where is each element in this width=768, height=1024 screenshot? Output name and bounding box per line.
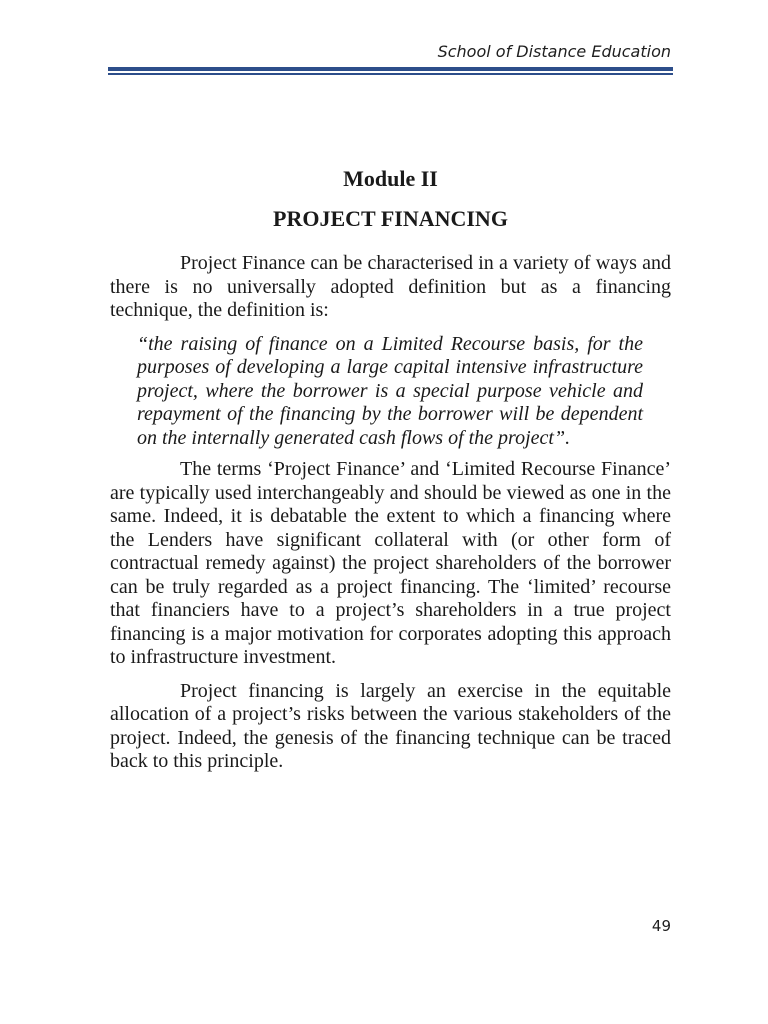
running-header: School of Distance Education (437, 42, 671, 61)
page-content (110, 164, 671, 784)
definition-quote: “the raising of finance on a Limited Recourse basis, for the purposes of developing a large capital intensive infrastructure project, where the borrower is a special purpose vehicle and repayment of the financing by the borrower will be dependent on the internally generated cash flows of the project”. (137, 332, 643, 449)
header-rule-thick (108, 67, 673, 71)
header-rule-thin (108, 73, 673, 75)
page-number: 49 (651, 917, 671, 935)
paragraph-2: The terms ‘Project Finance’ and ‘Limited Recourse Finance’ are typically used interchangeably and should be viewed as one in the same. Indeed, it is debatable the extent to which a financing where the Lenders have significant collateral with (or other form of contractual remedy against) the project shareholders of the borrower can be truly regarded as a project financing. The ‘limited’ recourse that financiers have to a project’s shareholders in a true project financing is a major motivation for corporates adopting this approach to infrastructure investment. (110, 458, 671, 668)
chapter-title: PROJECT FINANCING (273, 206, 508, 231)
paragraph-1: Project Finance can be characterised in a variety of ways and there is no universally adopted definition but as a financing technique, the definition is: (110, 252, 671, 321)
paragraph-3: Project financing is largely an exercise in the equitable allocation of a project’s risks between the various stakeholders of the project. Indeed, the genesis of the financing technique can be traced back to this principle. (110, 679, 671, 772)
module-heading: Module II (343, 166, 438, 191)
